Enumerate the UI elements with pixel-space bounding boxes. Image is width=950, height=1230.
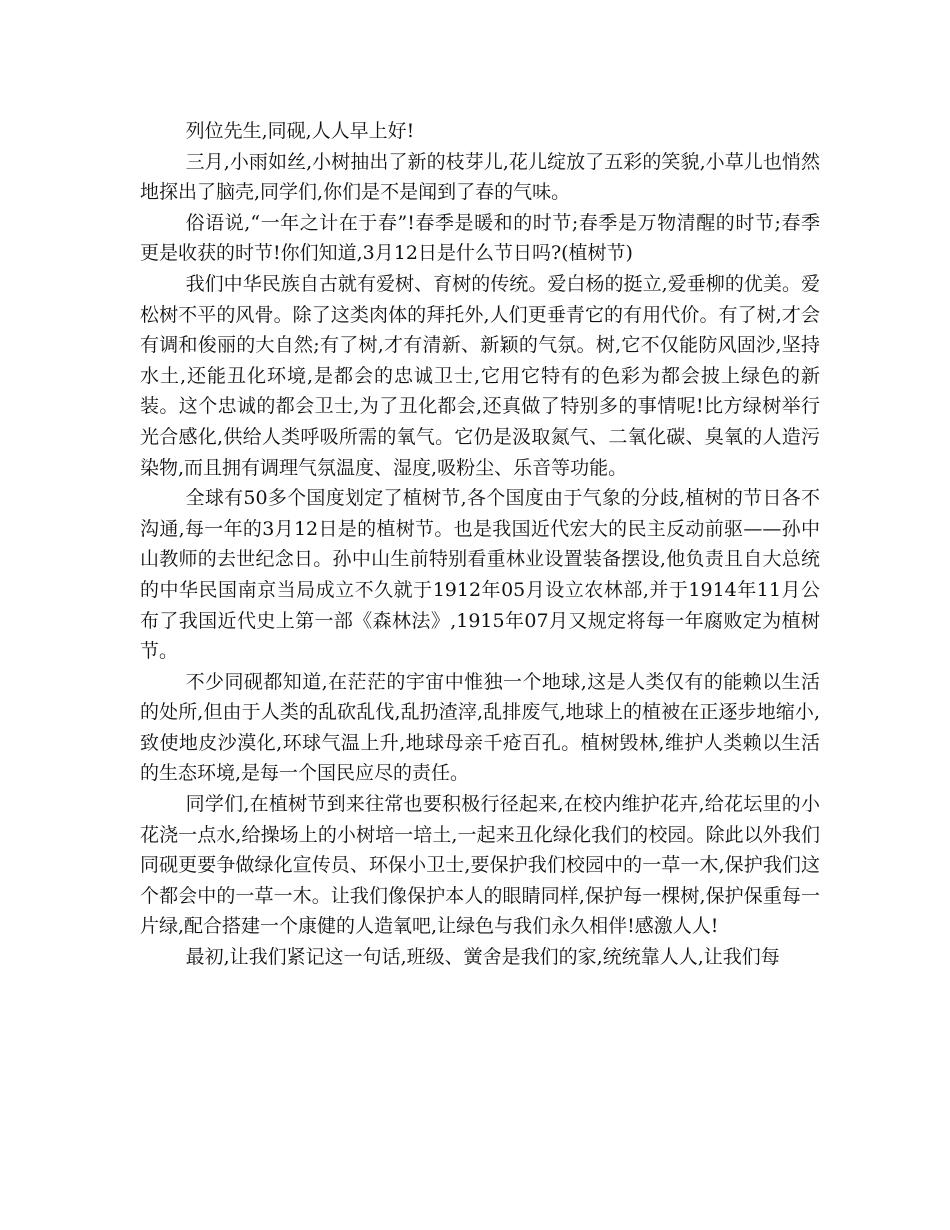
call-to-action-paragraph: 同学们,在植树节到来往常也要积极行径起来,在校内维护花卉,给花坛里的小花浇一点水,给操场上的小树培一培土,一起来丑化绿化我们的校园。除此以外我们同砚更要争做绿化宣传员、环保小卫士,要保护我们校园中的一草一木,保护我们这个都会中的一草一木。让我们像保护本人的眼睛同样,保护每一棵树,保护保重每一片绿,配合搭建一个康健的人造氧吧,让绿色与我们永久相伴!感激人人!: [140, 793, 820, 938]
tree-tradition-paragraph: 我们中华民族自古就有爱树、育树的传统。爱白杨的挺立,爱垂柳的优美。爱松树不平的风骨。除了这类肉体的拜托外,人们更垂青它的有用代价。有了树,才会有调和俊丽的大自然;有了树,才有清新、新颖的气氛。树,它不仅能防风固沙,坚持水土,还能丑化环境,是都会的忠诚卫士,它用它特有的色彩为都会披上绿色的新装。这个忠诚的都会卫士,为了丑化都会,还真做了特别多的事情呢!比方绿树举行光合感化,供给人类呼吸所需的氧气。它仍是汲取氮气、二氧化碳、臭氧的人造污染物,而且拥有调理气氛温度、湿度,吸粉尘、乐音等功能。: [140, 272, 820, 479]
arbor-day-history-paragraph: 全球有50多个国度划定了植树节,各个国度由于气象的分歧,植树的节日各不沟通,每一年的3月12日是的植树节。也是我国近代宏大的民主反动前驱——孙中山教师的去世纪念日。孙中山生前特别看重林业设置装备摆设,他负责且自大总统的中华民国南京当局成立不久就于1912年05月设立农林部,并于1914年11月公布了我国近代史上第一部《森林法》,1915年07月又规定将每一年腐败定为植树节。: [140, 487, 820, 663]
closing-paragraph: 最初,让我们紧记这一句话,班级、黉舍是我们的家,统统靠人人,让我们每: [185, 946, 780, 969]
greeting-paragraph: 列位先生,同砚,人人早上好!: [185, 120, 415, 142]
proverb-paragraph: 俗语说,“一年之计在于春”!春季是暖和的时节;春季是万物清醒的时节;春季更是收获的时节!你们知道,3月12日是什么节日吗?(植树节): [140, 211, 820, 265]
earth-environment-paragraph: 不少同砚都知道,在茫茫的宇宙中惟独一个地球,这是人类仅有的能赖以生活的处所,但由于人类的乱砍乱伐,乱扔渣滓,乱排废气,地球上的植被在正逐步地缩小,致使地皮沙漠化,环球气温上升,地球母亲千疮百孔。植树毁林,维护人类赖以生活的生态环境,是每一个国民应尽的责任。: [140, 670, 820, 785]
document-page: [140, 116, 820, 973]
spring-intro-paragraph: 三月,小雨如丝,小树抽出了新的枝芽儿,花儿绽放了五彩的笑貌,小草儿也悄然地探出了脑壳,同学们,你们是不是闻到了春的气味。: [140, 150, 820, 204]
